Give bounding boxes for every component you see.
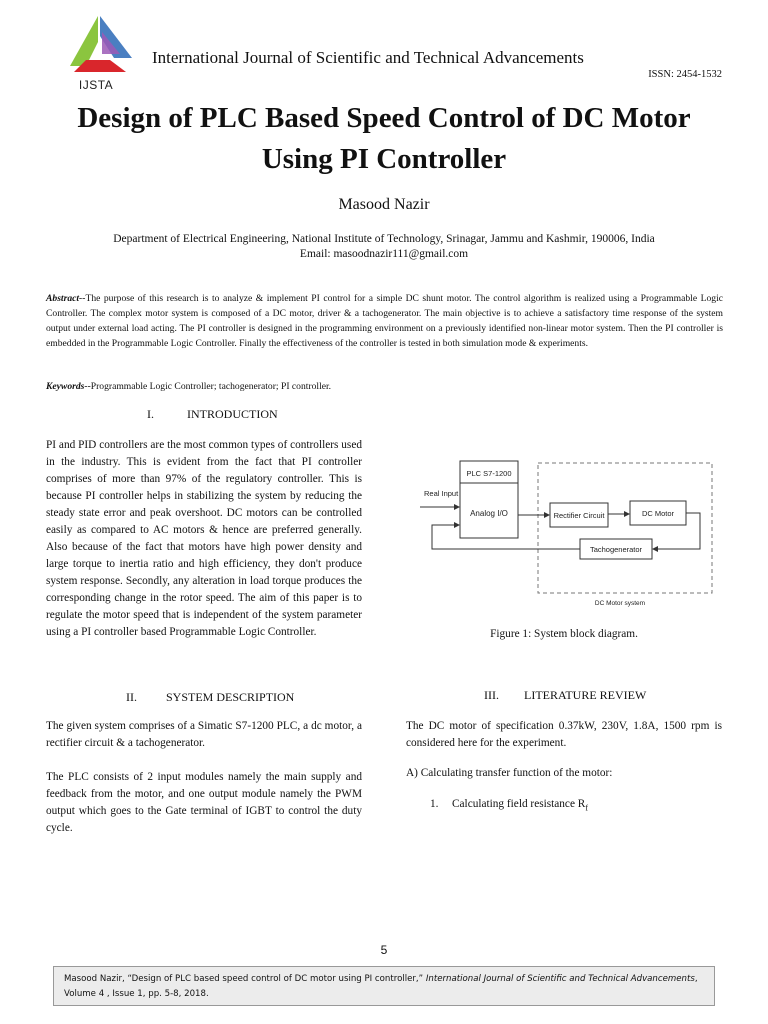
affiliation-block bbox=[40, 232, 728, 262]
logo-text: IJSTA bbox=[78, 78, 114, 92]
tachogenerator-label: Tachogenerator bbox=[589, 545, 643, 554]
section-title: LITERATURE REVIEW bbox=[524, 688, 647, 702]
abstract-label: Abstract-- bbox=[46, 293, 86, 304]
literature-subheading: A) Calculating transfer function of the motor: bbox=[406, 767, 613, 779]
dc-motor-label: DC Motor bbox=[641, 509, 675, 518]
section-title: SYSTEM DESCRIPTION bbox=[166, 690, 295, 704]
section-heading-system-description bbox=[126, 690, 294, 705]
paper-title bbox=[30, 98, 738, 180]
citation-plain: Masood Nazir, “Design of PLC based speed control of DC motor using PI controller,” bbox=[64, 974, 426, 984]
citation-footer bbox=[53, 966, 715, 1006]
citation-journal: International Journal of Scientific and Technical Advancements bbox=[425, 974, 695, 984]
page-number: 5 bbox=[380, 943, 388, 957]
plc-label: PLC S7-1200 bbox=[466, 469, 512, 478]
section-number: III. bbox=[484, 688, 499, 702]
system-paragraph-1: The given system comprises of a Simatic S7-1200 PLC, a dc motor, a rectifier circuit & a tachogenerator. bbox=[46, 720, 362, 749]
journal-name: International Journal of Scientific and Technical Advancements bbox=[152, 48, 584, 67]
list-item-text: Calculating field resistance R bbox=[452, 798, 586, 810]
affiliation: Department of Electrical Engineering, National Institute of Technology, Srinagar, Jammu and Kashmir, 190006, India bbox=[113, 233, 655, 245]
abstract-text: The purpose of this research is to analyze & implement PI control for a simple DC shunt motor. The control algorithm is realized using a Programmable Logic Controller. The complex motor system is composed of a DC motor, driver & a tachogenerator. The main objective is to achieve a satisfactory time response of the system output under external load acting. The PI controller is designed in the programming environment on a previously identified non-linear motor system. Then the PI controller is embedded in the Programmable Logic Controller. Finally the effectiveness of the controller is tested in both simulation mode & experiments. bbox=[46, 293, 723, 349]
email: Email: masoodnazir111@gmail.com bbox=[299, 248, 469, 260]
keywords bbox=[46, 380, 723, 394]
section-number: I. bbox=[147, 407, 154, 421]
figure-caption: Figure 1: System block diagram. bbox=[490, 628, 638, 640]
literature-paragraph-1: The DC motor of specification 0.37kW, 230V, 1.8A, 1500 rpm is considered here for the experiment. bbox=[406, 720, 722, 749]
real-input-label: Real Input bbox=[424, 489, 459, 498]
keywords-label: Keywords-- bbox=[46, 381, 91, 392]
rectifier-label: Rectifier Circuit bbox=[553, 511, 605, 520]
section-heading-introduction bbox=[147, 407, 278, 422]
list-item-number: 1. bbox=[430, 798, 439, 810]
citation-rest: , Volume 4 , Issue 1, pp. 5-8, 2018. bbox=[64, 974, 698, 999]
list-item-subscript: f bbox=[585, 803, 588, 813]
abstract bbox=[46, 291, 723, 351]
system-block-diagram bbox=[410, 455, 720, 615]
issn: ISSN: 2454-1532 bbox=[648, 69, 722, 80]
section-heading-literature-review bbox=[484, 688, 646, 703]
author-name: Masood Nazir bbox=[338, 196, 430, 213]
keywords-text: Programmable Logic Controller; tachogenerator; PI controller. bbox=[90, 381, 332, 392]
title-line-1: Design of PLC Based Speed Control of DC Motor bbox=[77, 102, 691, 134]
system-paragraph-2: The PLC consists of 2 input modules namely the main supply and feedback from the motor, and one output module namely the PWM output which goes to the Gate terminal of IGBT to control the duty cycle. bbox=[46, 771, 362, 834]
introduction-paragraph: PI and PID controllers are the most common types of controllers used in the industry. This is evident from the fact that PI controller comprises of more than 97% of the regulatory controller. This is because PI controller helps in stabilizing the system by reducing the steady state error and peak overshoot. DC motors can be controlled easily as compared to AC motors & hence are preferred generally. Also because of the fact that motors have high power density and large torque to inertia ratio and high efficiency, they don't produce system response. Secondly, any alteration in load torque produces the corresponding change in the rotor speed. The aim of this paper is to regulate the motor speed that is independent of the system parameter using a PI controller based Programmable Logic Controller. bbox=[46, 439, 362, 638]
analog-io-label: Analog I/O bbox=[470, 509, 508, 518]
literature-list-item bbox=[430, 798, 588, 812]
section-number: II. bbox=[126, 690, 137, 704]
dc-motor-system-label: DC Motor system bbox=[594, 600, 646, 607]
title-line-2: Using PI Controller bbox=[261, 143, 507, 175]
section-title: INTRODUCTION bbox=[187, 407, 278, 421]
dc-motor-system-boundary bbox=[538, 463, 712, 593]
